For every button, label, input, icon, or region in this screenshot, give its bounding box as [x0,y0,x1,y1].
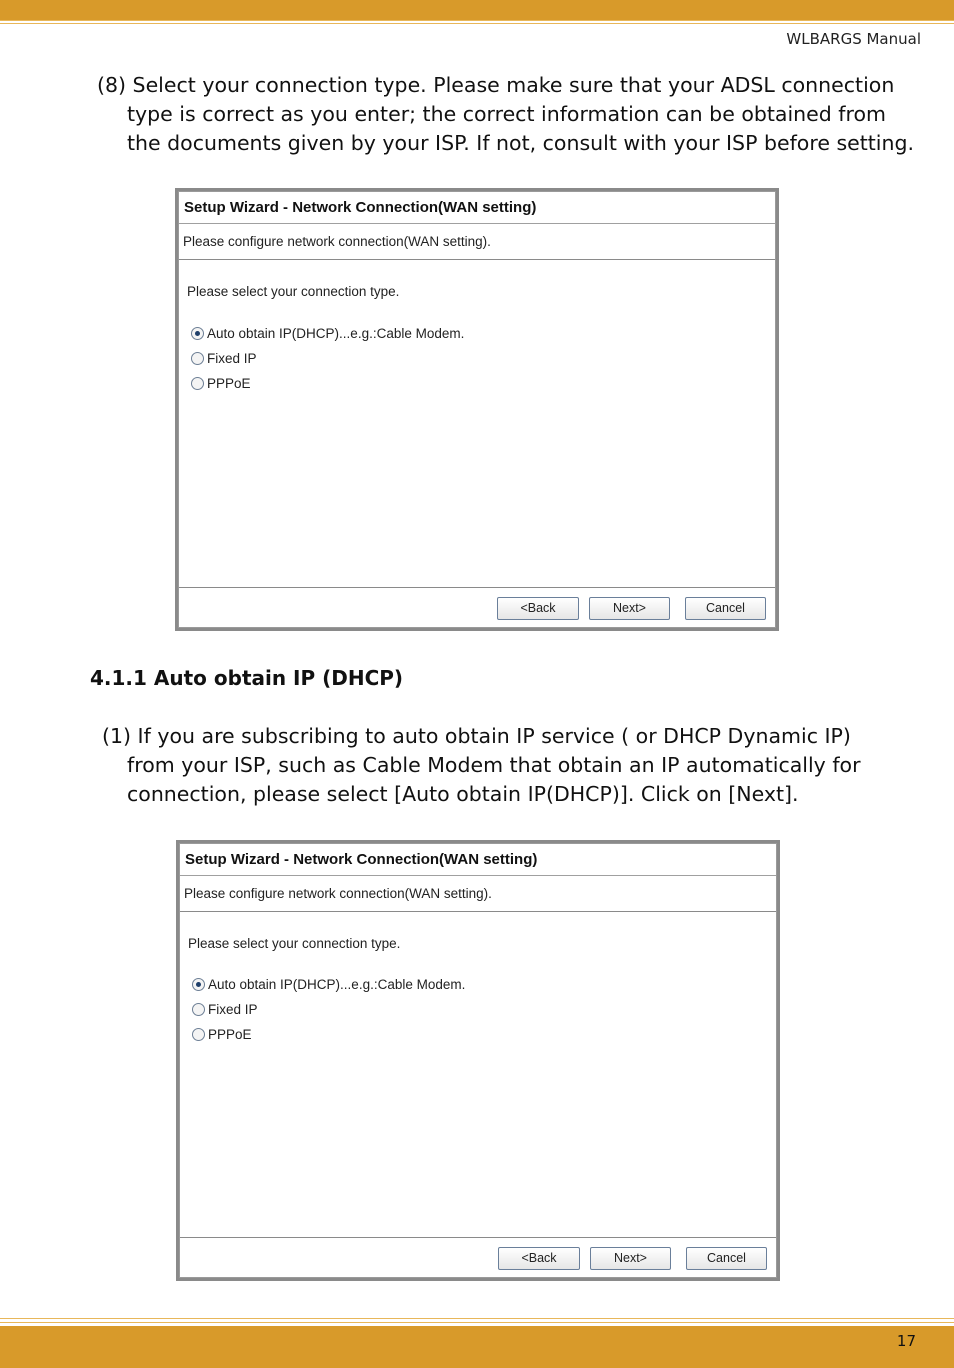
next-button[interactable]: Next> [589,597,670,620]
next-button[interactable]: Next> [590,1247,671,1270]
footer-accent-bar [0,1326,954,1368]
cancel-button[interactable]: Cancel [685,597,766,620]
radio-unselected-icon[interactable] [191,352,204,365]
manual-title: WLBARGS Manual [786,30,921,48]
option-label: Auto obtain IP(DHCP)...e.g.:Cable Modem. [207,326,465,341]
wizard-description: Please configure network connection(WAN setting). [180,876,776,912]
wizard-screenshot-2 [176,840,780,1281]
step-8-paragraph [97,71,914,158]
radio-selected-icon[interactable] [192,978,205,991]
wizard-description: Please configure network connection(WAN setting). [179,224,775,260]
cancel-button[interactable]: Cancel [686,1247,767,1270]
page-number: 17 [896,1332,916,1350]
option-label: PPPoE [207,376,251,391]
back-button[interactable]: <Back [497,597,579,620]
connection-type-prompt: Please select your connection type. [187,284,400,299]
step-1-paragraph [102,722,861,809]
wizard-title: Setup Wizard - Network Connection(WAN setting) [180,844,776,876]
option-auto-dhcp[interactable] [192,977,465,992]
header-rule [0,20,954,24]
option-pppoe[interactable] [192,1027,252,1042]
radio-unselected-icon[interactable] [192,1003,205,1016]
step-1-line: (1) If you are subscribing to auto obtain IP service ( or DHCP Dynamic IP) [102,724,851,748]
section-heading: 4.1.1 Auto obtain IP (DHCP) [90,666,404,690]
wizard-footer [179,588,775,628]
back-button[interactable]: <Back [498,1247,580,1270]
wizard-title: Setup Wizard - Network Connection(WAN setting) [179,192,775,224]
step-8-line: (8) Select your connection type. Please make sure that your ADSL connection [97,73,895,97]
option-label: Fixed IP [208,1002,258,1017]
radio-selected-icon[interactable] [191,327,204,340]
step-8-line: the documents given by your ISP. If not, consult with your ISP before setting. [127,131,915,155]
option-fixed-ip[interactable] [192,1002,258,1017]
option-label: PPPoE [208,1027,252,1042]
step-8-line: type is correct as you enter; the correct information can be obtained from [127,102,887,126]
radio-unselected-icon[interactable] [192,1028,205,1041]
wizard-body [179,260,775,588]
header-accent-bar [0,0,954,20]
step-1-line: from your ISP, such as Cable Modem that obtain an IP automatically for [127,753,861,777]
radio-unselected-icon[interactable] [191,377,204,390]
option-label: Fixed IP [207,351,257,366]
wizard-screenshot-1 [175,188,779,631]
option-pppoe[interactable] [191,376,251,391]
footer-rule [0,1318,954,1323]
wizard-body [180,912,776,1238]
wizard-footer [180,1238,776,1278]
step-1-line: connection, please select [Auto obtain IP(DHCP)]. Click on [Next]. [127,782,799,806]
connection-type-prompt: Please select your connection type. [188,936,401,951]
option-auto-dhcp[interactable] [191,326,464,341]
option-fixed-ip[interactable] [191,351,257,366]
option-label: Auto obtain IP(DHCP)...e.g.:Cable Modem. [208,977,466,992]
